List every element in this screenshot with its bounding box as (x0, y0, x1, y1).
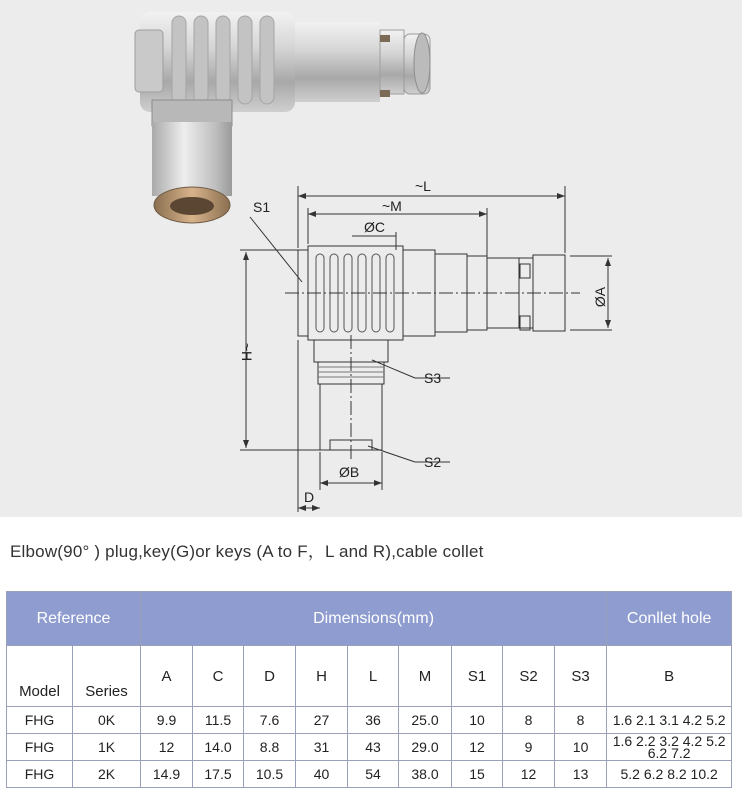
col-header-B: B (607, 646, 732, 707)
col-header-series: Series (73, 646, 141, 707)
cell-model: FHG (7, 734, 73, 761)
cell-H: 40 (296, 761, 348, 788)
dim-label-M: ~M (382, 198, 402, 214)
cell-D: 10.5 (244, 761, 296, 788)
cell-A: 14.9 (141, 761, 193, 788)
col-header-model: Model (7, 646, 73, 707)
dim-label-C: ØC (364, 219, 385, 235)
cell-H: 31 (296, 734, 348, 761)
cell-S3: 8 (555, 707, 607, 734)
cell-S2: 8 (503, 707, 555, 734)
cell-A: 12 (141, 734, 193, 761)
cell-S1: 12 (452, 734, 503, 761)
cell-series: 2K (73, 761, 141, 788)
dim-label-H: ~H (239, 342, 255, 362)
cell-B: 5.2 6.2 8.2 10.2 (607, 761, 732, 788)
col-header-A: A (141, 646, 193, 707)
dim-label-S2: S2 (424, 454, 442, 470)
cell-model: FHG (7, 707, 73, 734)
dim-label-D: D (304, 489, 315, 505)
cell-M: 38.0 (399, 761, 452, 788)
table-row (7, 734, 732, 761)
product-caption: Elbow(90° ) plug,key(G)or keys (A to F，L and R),cable collet (10, 542, 484, 561)
cell-S1: 15 (452, 761, 503, 788)
cell-L: 54 (348, 761, 399, 788)
group-header-row (7, 592, 732, 646)
cell-M: 29.0 (399, 734, 452, 761)
cell-B: 1.6 2.1 3.1 4.2 5.2 (607, 707, 732, 734)
reference-header: Reference (7, 592, 141, 646)
cell-C: 14.0 (193, 734, 244, 761)
cell-S3: 10 (555, 734, 607, 761)
cell-A: 9.9 (141, 707, 193, 734)
cell-series: 0K (73, 707, 141, 734)
table-row (7, 707, 732, 734)
col-header-M: M (399, 646, 452, 707)
cell-L: 36 (348, 707, 399, 734)
col-header-S3: S3 (555, 646, 607, 707)
dimensions-table (6, 591, 732, 788)
cell-B: 1.6 2.2 3.2 4.2 5.2 6.2 7.2 (607, 734, 732, 761)
cell-model: FHG (7, 761, 73, 788)
cell-L: 43 (348, 734, 399, 761)
col-header-C: C (193, 646, 244, 707)
cell-C: 17.5 (193, 761, 244, 788)
cell-D: 7.6 (244, 707, 296, 734)
dimensions-header: Dimensions(mm) (141, 592, 607, 646)
dim-label-L: ~L (415, 178, 431, 194)
dim-label-S1: S1 (253, 199, 271, 215)
cell-D: 8.8 (244, 734, 296, 761)
table-row (7, 761, 732, 788)
connector-photo (135, 12, 430, 223)
cell-C: 11.5 (193, 707, 244, 734)
cell-series: 1K (73, 734, 141, 761)
cell-H: 27 (296, 707, 348, 734)
dim-label-S3: S3 (424, 370, 442, 386)
col-header-L: L (348, 646, 399, 707)
cell-M: 25.0 (399, 707, 452, 734)
dim-label-B: ØB (339, 464, 360, 480)
collet-header: Conllet hole (607, 592, 732, 646)
col-header-D: D (244, 646, 296, 707)
cell-S2: 12 (503, 761, 555, 788)
cell-S1: 10 (452, 707, 503, 734)
col-header-H: H (296, 646, 348, 707)
col-header-S2: S2 (503, 646, 555, 707)
column-header-row (7, 646, 732, 707)
dim-label-A: ØA (592, 286, 608, 308)
cell-S2: 9 (503, 734, 555, 761)
cell-S3: 13 (555, 761, 607, 788)
col-header-S1: S1 (452, 646, 503, 707)
